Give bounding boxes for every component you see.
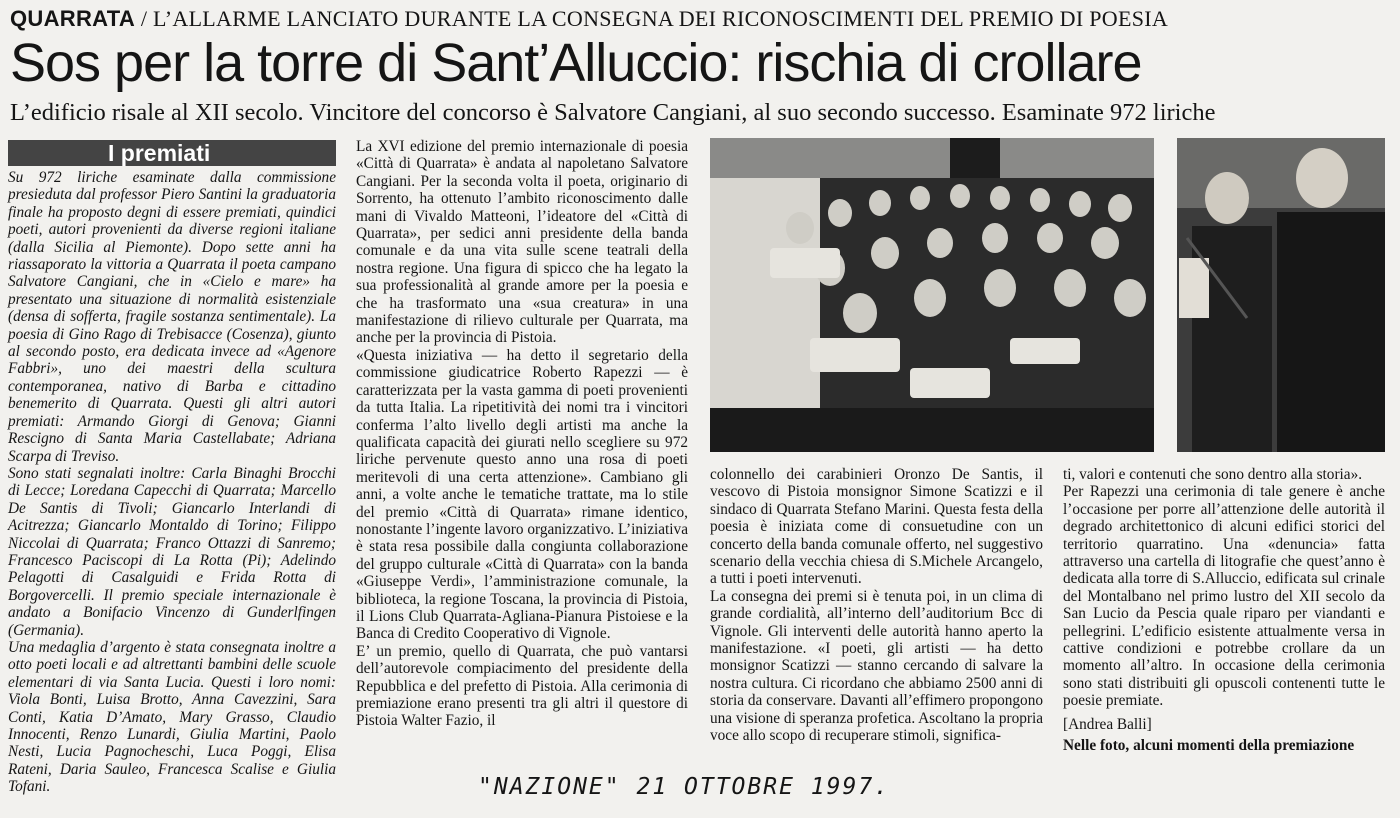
box-paragraph: Sono stati segnalati inoltre: Carla Binaghi Brocchi di Lecce; Loredana Capecchi di Quarrata; Marcello De Santis di Tivoli; Giancarlo Interlandi di Acitrezza; Giancarlo Montaldo di Torino; Filippo Niccolai di Quarrata; Franco Ottazzi di Sanremo; Francesco Paciscopi di La Rotta (Pi); Adelindo Pelagotti di Casalguidi e Frida Rotta di Borgovercelli. Il premio speciale internazionale è andato a Bonifacio Vincenzo di Gunderlfingen (Germania). [8, 464, 336, 639]
headline: Sos per la torre di Sant’Alluccio: rischia di crollare [10, 33, 1142, 93]
photo-caption: Nelle foto, alcuni momenti della premiazione [1063, 737, 1355, 755]
box-title: I premiati [108, 140, 211, 166]
photo-audience [710, 138, 1154, 452]
box-paragraph: Su 972 liriche esaminate dalla commissione presieduta dal professor Piero Santini la graduatoria finale ha proposto degni di essere premiati, quindici poeti, autori provenienti da diverse regioni italiane (dalla Sicilia al Piemonte). Dopo sette anni ha riassaporato la vittoria a Quarrata il poeta campano Salvatore Cangiani, che in «Cielo e mare» ha presentato una situazione di normalità esistenziale (densa di sofferta, fragile sostanza sentimentale). La poesia di Gino Rago di Trebisacce (Cosenza), giunto al secondo posto, era dedicata invece ad «Agenore Fabbri», uno dei maestri della scultura contemporanea, nativo di Barba e cittadino benemerito di Quarrata. Questi gli altri autori premiati: Armando Giorgi di Genova; Gianni Rescigno di Santa Maria Castellabate; Adriana Scarpa di Treviso. [8, 169, 336, 465]
article-paragraph: «Questa iniziativa — ha detto il segretario della commissione giudicatrice Roberto Rapezzi — è caratterizzata per la vasta gamma di poeti provenienti da tutta Italia. La ripetitività dei nomi tra i vincitori conferma l’alto livello degli artisti ma anche la qualificata capacità dei giurati nello scegliere su 972 liriche pervenute questo anno una rosa di poeti meritevoli di una certa attenzione». Cambiano gli anni, a volte anche le tematiche trattate, ma lo stile del premio «Città di Quarrata» rimane identico, nonostante l’ingente lavoro organizzativo. L’iniziativa è stata resa possibile dalla congiunta collaborazione del gruppo culturale «Città di Quarrata» con la banda «Giuseppe Verdi», l’amministrazione comunale, la biblioteca, la regione Toscana, la provincia di Pistoia, il Lions Club Quarrata-Agliana-Pianura Pistoiese e la Banca di Credito Cooperativo di Vignole. [356, 346, 688, 643]
handwritten-source-note: "NAZIONE" 21 OTTOBRE 1997. [478, 774, 891, 800]
article-column-2 [356, 138, 688, 730]
article-paragraph: La XVI edizione del premio internazionale di poesia «Città di Quarrata» è andata al napoletano Salvatore Cangiani. Per la seconda volta il poeta, originario di Sorrento, ha ottenuto l’ambito riconoscimento dalle mani di Vivaldo Matteoni, l’ideatore del «Città di Quarrata», per sedici anni presidente della banda comunale e da una vita sulle scene teatrali della nostra regione. Una figura di spicco che ha legato la sua professionalità al grande amore per la poesia e che ha trasformato una «sua creatura» in una manifestazione di rilievo culturale per Quarrata, ma anche per la provincia di Pistoia. [356, 138, 688, 347]
winners-box-column [8, 169, 336, 796]
article-paragraph: Per Rapezzi una cerimonia di tale genere è anche l’occasione per porre all’attenzione delle autorità il degrado architettonico di alcuni edifici storici del territorio quarratino. Una «denuncia» fatta attraverso una cartella di litografie che quest’anno è dedicata alla torre di S.Alluccio, edificata sul crinale del Montalbano nel primo lustro del XII secolo da San Lucio da Pescia quale riparo per viandanti e pellegrini. L’edificio esistente attualmente versa in cattive condizioni e potrebbe crollare da un momento all’altro. In occasione della cerimonia sono stati distribuiti gli opuscoli contenenti tutte le poesie premiate. [1063, 483, 1385, 710]
kicker-text: / L’ALLARME LANCIATO DURANTE LA CONSEGNA DEI RICONOSCIMENTI DEL PREMIO DI POESIA [140, 6, 1169, 31]
article-paragraph: La consegna dei premi si è tenuta poi, in un clima di grande cordialità, all’interno dell’auditorium Bcc di Vignole. Gli interventi delle autorità hanno aperto la manifestazione. «I poeti, gli artisti — ha detto monsignor Scatizzi — stanno cercando di salvare la nostra cultura. Ci ricordano che abbiamo 2500 anni di storia da conservare. Davanti all’effimero propongono una visione di speranza profetica. Ascoltano la propria voce allo scopo di recuperare stimoli, significa- [710, 587, 1044, 745]
kicker-place: QUARRATA [10, 6, 136, 31]
speaker-photo-graphic [1177, 138, 1385, 452]
article-paragraph: ti, valori e contenuti che sono dentro alla storia». [1063, 466, 1363, 483]
audience-photo-graphic [710, 138, 1154, 452]
article-column-3 [710, 466, 1043, 745]
article-paragraph: colonnello dei carabinieri Oronzo De Santis, il vescovo di Pistoia monsignor Simone Scatizzi e il sindaco di Quarrata Stefano Marini. Questa festa della poesia è iniziata come di consuetudine con un concerto della banda comunale offerto, nel suggestivo scenario della vecchia chiesa di S.Michele Arcangelo, a tutti i poeti intervenuti. [710, 466, 1043, 588]
byline: [Andrea Balli] [1063, 715, 1152, 733]
article-column-4 [1063, 466, 1385, 755]
box-title-bar [8, 140, 336, 166]
article-paragraph: E’ un premio, quello di Quarrata, che può vantarsi dell’autorevole compiacimento del presidente della Repubblica e del prefetto di Pistoia. Alla cerimonia di premiazione erano presenti tra gli altri il questore di Pistoia Walter Fazio, il [356, 642, 688, 730]
box-paragraph: Una medaglia d’argento è stata consegnata inoltre a otto poeti locali e ad altrettanti bambini delle scuole elementari di via Santa Lucia. Questi i loro nomi: Viola Bonti, Luisa Brotto, Anna Cavezzini, Sara Conti, Katia D’Amato, Mary Grasso, Claudio Innocenti, Renzo Lunardi, Giulia Martini, Paolo Nesti, Lucia Pagnocheschi, Luca Poggi, Elisa Rateni, Daria Sauleo, Francesca Scalise e Giulia Tofani. [8, 638, 336, 796]
subheadline: L’edificio risale al XII secolo. Vincitore del concorso è Salvatore Cangiani, al suo secondo successo. Esaminate 972 liriche [10, 99, 1216, 126]
photo-speaker [1177, 138, 1385, 452]
